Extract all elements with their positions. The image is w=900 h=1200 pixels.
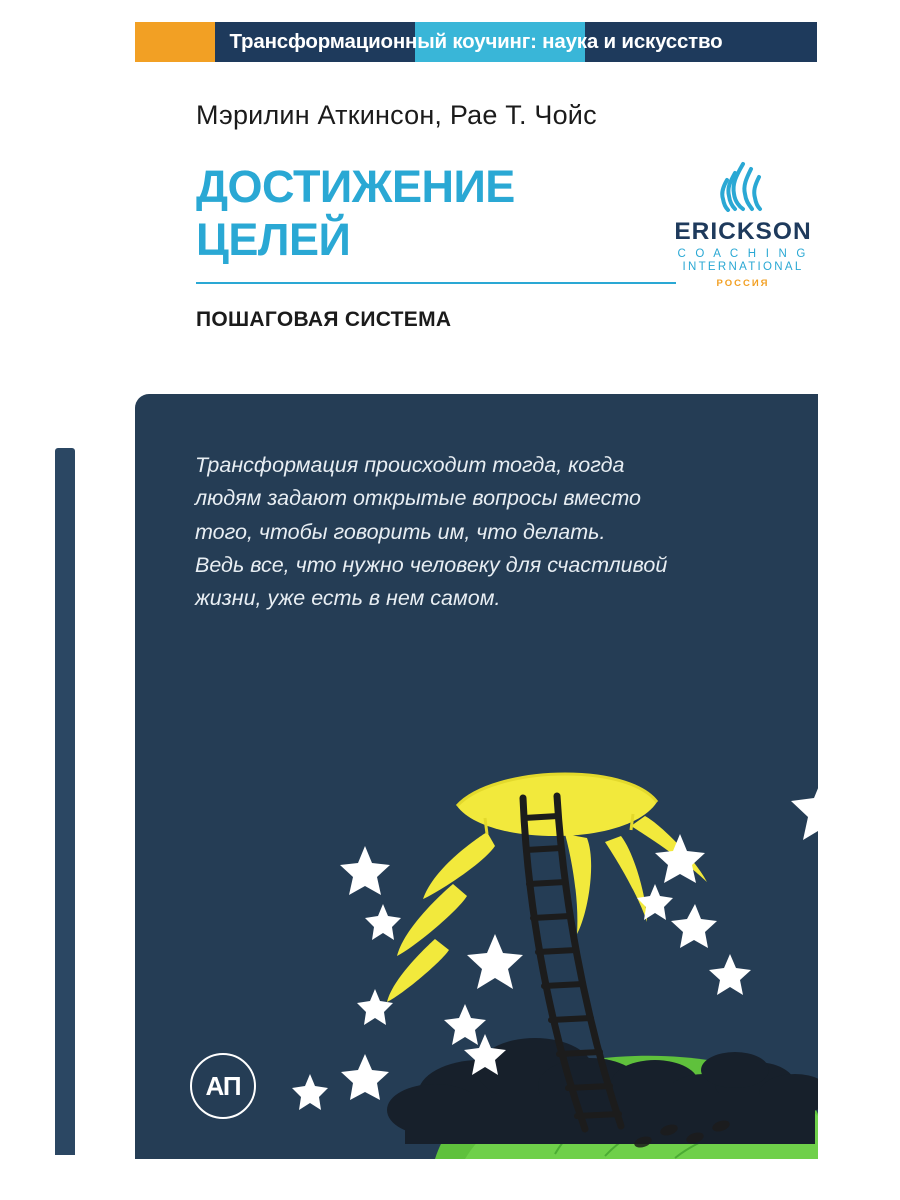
title-line-2: ЦЕЛЕЙ bbox=[196, 214, 351, 266]
authors-line: Мэрилин Аткинсон, Рае Т. Чойс bbox=[196, 100, 597, 130]
quote-line-4: Ведь все, что нужно человеку для счастливой bbox=[195, 552, 668, 577]
quote-text bbox=[195, 449, 755, 616]
banner-title: Трансформационный коучинг: наука и искусство bbox=[229, 30, 723, 53]
erickson-logo bbox=[668, 160, 818, 289]
book-spine-strip bbox=[55, 448, 75, 1155]
quote-line-3: того, чтобы говорить им, что делать. bbox=[195, 519, 606, 544]
logo-subtitle-international: INTERNATIONAL bbox=[682, 261, 804, 273]
page-title bbox=[196, 160, 666, 266]
logo-name: ERICKSON bbox=[674, 218, 812, 245]
subtitle: ПОШАГОВАЯ СИСТЕМА bbox=[196, 308, 452, 331]
title-divider bbox=[196, 282, 676, 284]
publisher-badge: АП bbox=[190, 1053, 256, 1119]
logo-subtitle-coaching: C O A C H I N G bbox=[677, 248, 809, 260]
quote-line-5: жизни, уже есть в нем самом. bbox=[195, 586, 501, 611]
quote-line-2: людям задают открытые вопросы вместо bbox=[195, 486, 642, 511]
logo-country: РОССИЯ bbox=[716, 278, 770, 289]
flame-icon bbox=[668, 160, 818, 212]
quote-line-1: Трансформация происходит тогда, когда bbox=[195, 453, 625, 477]
illustration-panel bbox=[135, 394, 818, 1159]
title-line-1: ДОСТИЖЕНИЕ bbox=[196, 161, 515, 212]
